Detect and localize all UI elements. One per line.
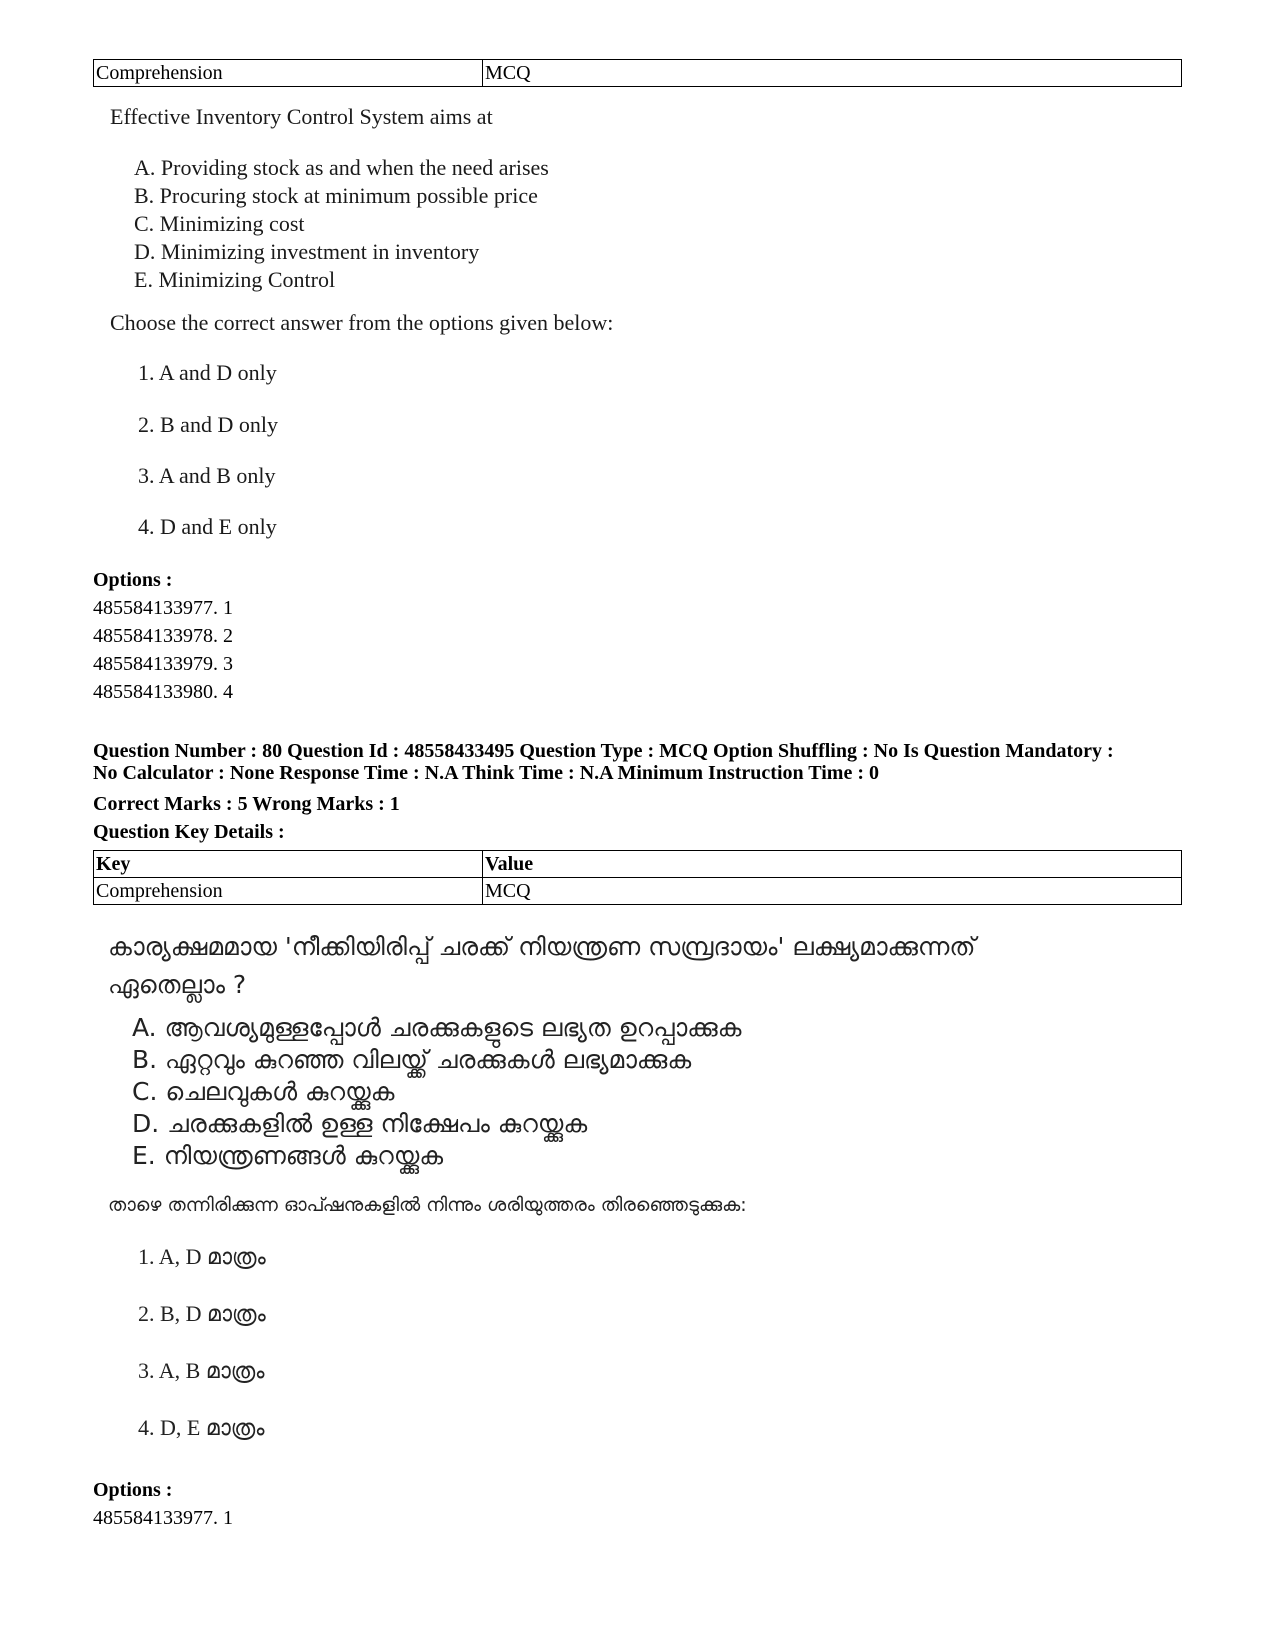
answer-choice: 4. D and E only [138,514,277,539]
options-block [93,1476,233,1532]
option-id: 485584133980. 4 [93,681,233,703]
question-instruction: താഴെ തന്നിരിക്കുന്ന ഓപ്ഷനുകളിൽ നിന്നും ശരിയുത്തരം തിരഞ്ഞെടുക്കുക: [108,1194,747,1216]
marks-line: Correct Marks : 5 Wrong Marks : 1 [93,793,400,815]
option-id: 485584133977. 1 [93,1507,233,1529]
table-header-row [94,851,1182,878]
question-stem: Effective Inventory Control System aims at [110,104,493,129]
answer-choice: 2. B, D മാത്രം [138,1301,266,1326]
answer-choice: 3. A and B only [138,463,276,488]
key-details-heading: Question Key Details : [93,821,285,843]
options-heading: Options : [93,569,173,591]
malayalam-statements [132,1012,742,1172]
option-id: 485584133977. 1 [93,597,233,619]
statement-item: E. നിയന്ത്രണങ്ങൾ കുറയ്ക്കുക [132,1141,444,1170]
answer-choice-wrap [138,1415,264,1441]
answer-choice-wrap [138,1301,266,1327]
value-cell: MCQ [483,878,1182,905]
statement-item: E. Minimizing Control [134,267,336,292]
answer-choice: 3. A, B മാത്രം [138,1358,265,1383]
answer-choice: 1. A and D only [138,360,277,385]
question-stem: ഏതെല്ലാം ? [108,970,247,999]
options-block [93,566,233,706]
statement-item: A. Providing stock as and when the need arises [134,155,549,180]
table-row [94,60,1182,87]
question-meta [93,740,1114,784]
english-question [110,104,493,130]
answer-choice: 4. D, E മാത്രം [138,1415,265,1440]
key-cell: Comprehension [94,878,483,905]
answer-choice-wrap [138,1244,266,1270]
top-key-table [93,59,1182,87]
option-id: 485584133979. 3 [93,653,233,675]
statement-item: B. ഏറ്റവും കുറഞ്ഞ വിലയ്ക്ക് ചരക്കുകൾ ലഭ്യമാക്കുക [132,1045,692,1074]
question-meta-line: No Calculator : None Response Time : N.A Think Time : N.A Minimum Instruction Time : 0 [93,762,879,784]
statement-item: D. ചരക്കുകളിൽ ഉള്ള നിക്ഷേപം കുറയ്ക്കുക [132,1109,588,1138]
answer-choice: 2. B and D only [138,412,278,437]
value-cell: MCQ [483,60,1182,87]
header-value: Value [483,851,1182,878]
answer-choice: 1. A, D മാത്രം [138,1244,266,1269]
key-cell: Comprehension [94,60,483,87]
question-meta-line: Question Number : 80 Question Id : 48558433495 Question Type : MCQ Option Shuffling : No Is Question Mandatory : [93,740,1114,762]
table-row [94,878,1182,905]
english-statements [134,154,549,294]
header-key: Key [94,851,483,878]
malayalam-question [108,928,976,1004]
statement-item: C. ചെലവുകൾ കുറയ്ക്കുക [132,1077,395,1106]
answer-choice-wrap [138,1358,264,1384]
malayalam-instruction-wrap [108,1194,747,1216]
question-instruction: Choose the correct answer from the options given below: [110,310,614,335]
question-stem: കാര്യക്ഷമമായ 'നീക്കിയിരിപ്പ് ചരക്ക് നിയന്ത്രണ സമ്പ്രദായം' ലക്ഷ്യമാക്കുന്നത് [108,932,976,961]
options-heading: Options : [93,1479,173,1501]
statement-item: C. Minimizing cost [134,211,305,236]
question-key-table [93,850,1182,905]
statement-item: A. ആവശ്യമുള്ളപ്പോൾ ചരക്കുകളുടെ ലഭ്യത ഉറപ്പാക്കുക [132,1013,742,1042]
statement-item: B. Procuring stock at minimum possible price [134,183,538,208]
option-id: 485584133978. 2 [93,625,233,647]
statement-item: D. Minimizing investment in inventory [134,239,480,264]
